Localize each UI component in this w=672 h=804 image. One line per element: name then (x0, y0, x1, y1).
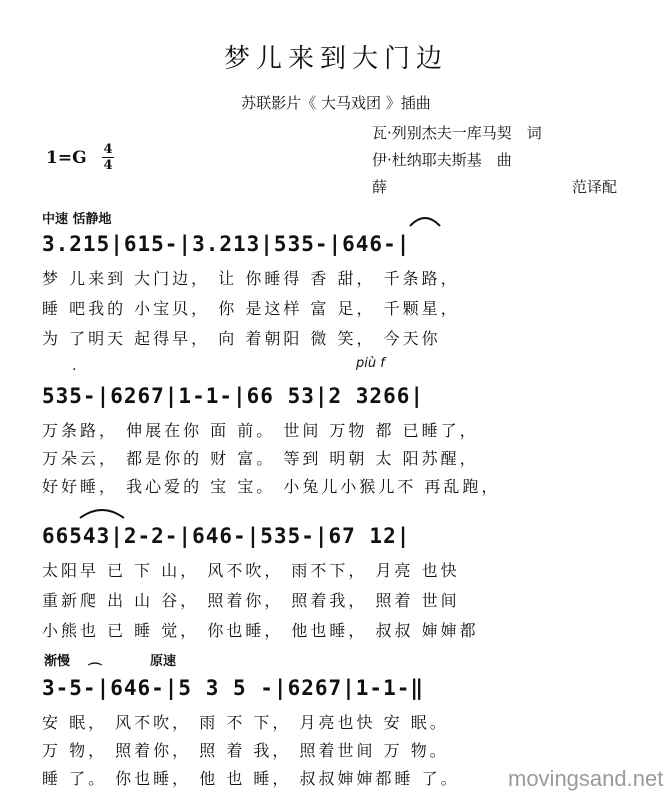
time-signature-top: 4 (103, 142, 113, 157)
time-signature-bottom: 4 (103, 158, 113, 173)
song-title: 梦儿来到大门边 (223, 44, 448, 74)
lyric-line-3-verse-2: 重新爬 出 山 谷， 照着你， 照着我， 照着 世间 (42, 591, 460, 610)
lyric-line-2-verse-2: 万朵云， 都是你的 财 富。 等到 明朝 太 阳苏醒， (42, 449, 479, 468)
notation-line-2: 535-|6267|1-1-|66 53|2 3266| (42, 384, 425, 408)
song-subtitle: 苏联影片《 大马戏团 》插曲 (241, 94, 431, 112)
lyric-line-2-verse-1: 万条路， 伸展在你 面 前。 世间 万物 都 已睡了， (42, 421, 479, 440)
key-signature: 1=G (46, 148, 87, 168)
lyric-line-1-verse-1: 梦 儿来到 大门边， 让 你睡得 香 甜， 千条路， (42, 269, 460, 288)
dynamics-marking: più f (356, 356, 385, 371)
lyric-line-2-verse-3: 好好睡， 我心爱的 宝 宝。 小兔儿小猴儿不 再乱跑， (42, 477, 501, 496)
notation-line-3: 66543|2-2-|646-|535-|67 12| (42, 524, 411, 548)
tempo-marking: 中速 恬静地 (42, 212, 112, 227)
lyricist-credit: 瓦·列别杰夫一库马契 词 (372, 124, 542, 142)
tempo-rit: 渐慢 (44, 654, 71, 669)
time-signature (102, 142, 114, 173)
arranger-credit-left: 薛 (372, 178, 388, 196)
lyric-line-1-verse-2: 睡 吧我的 小宝贝， 你 是这样 富 足， 千颗星， (42, 299, 460, 318)
lyric-line-3-verse-1: 太阳早 已 下 山， 风不吹， 雨不下， 月亮 也快 (42, 561, 460, 580)
tempo-a-tempo: 原速 (150, 654, 177, 669)
lyric-line-1-verse-3: 为 了明天 起得早， 向 着朝阳 微 笑， 今天你 (42, 329, 441, 348)
lyric-line-4-verse-2: 万 物， 照着你， 照 着 我， 照着世间 万 物。 (42, 741, 449, 760)
lyric-line-4-verse-1: 安 眠， 风不吹， 雨 不 下， 月亮也快 安 眠。 (42, 713, 449, 732)
arranger-credit-right: 范译配 (572, 178, 618, 196)
watermark: movingsand.net (508, 766, 664, 791)
lyric-line-3-verse-3: 小熊也 已 睡 觉， 你也睡， 他也睡， 叔叔 婶婶都 (42, 621, 479, 640)
lyric-line-4-verse-3: 睡 了。 你也睡， 他 也 睡， 叔叔婶婶都睡 了。 (42, 769, 460, 788)
composer-credit: 伊·杜纳耶夫斯基 曲 (372, 151, 512, 169)
notation-line-4: 3-5-|646-|5 3 5 -|6267|1-1-‖ (42, 676, 425, 700)
fermata-mark: ⌒ (88, 663, 102, 679)
tie-arc-1 (408, 212, 442, 228)
notation-line-1: 3.215|615-|3.213|535-|646-| (42, 232, 411, 256)
dot-mark: · (72, 362, 77, 378)
tie-arc-2 (78, 504, 126, 520)
